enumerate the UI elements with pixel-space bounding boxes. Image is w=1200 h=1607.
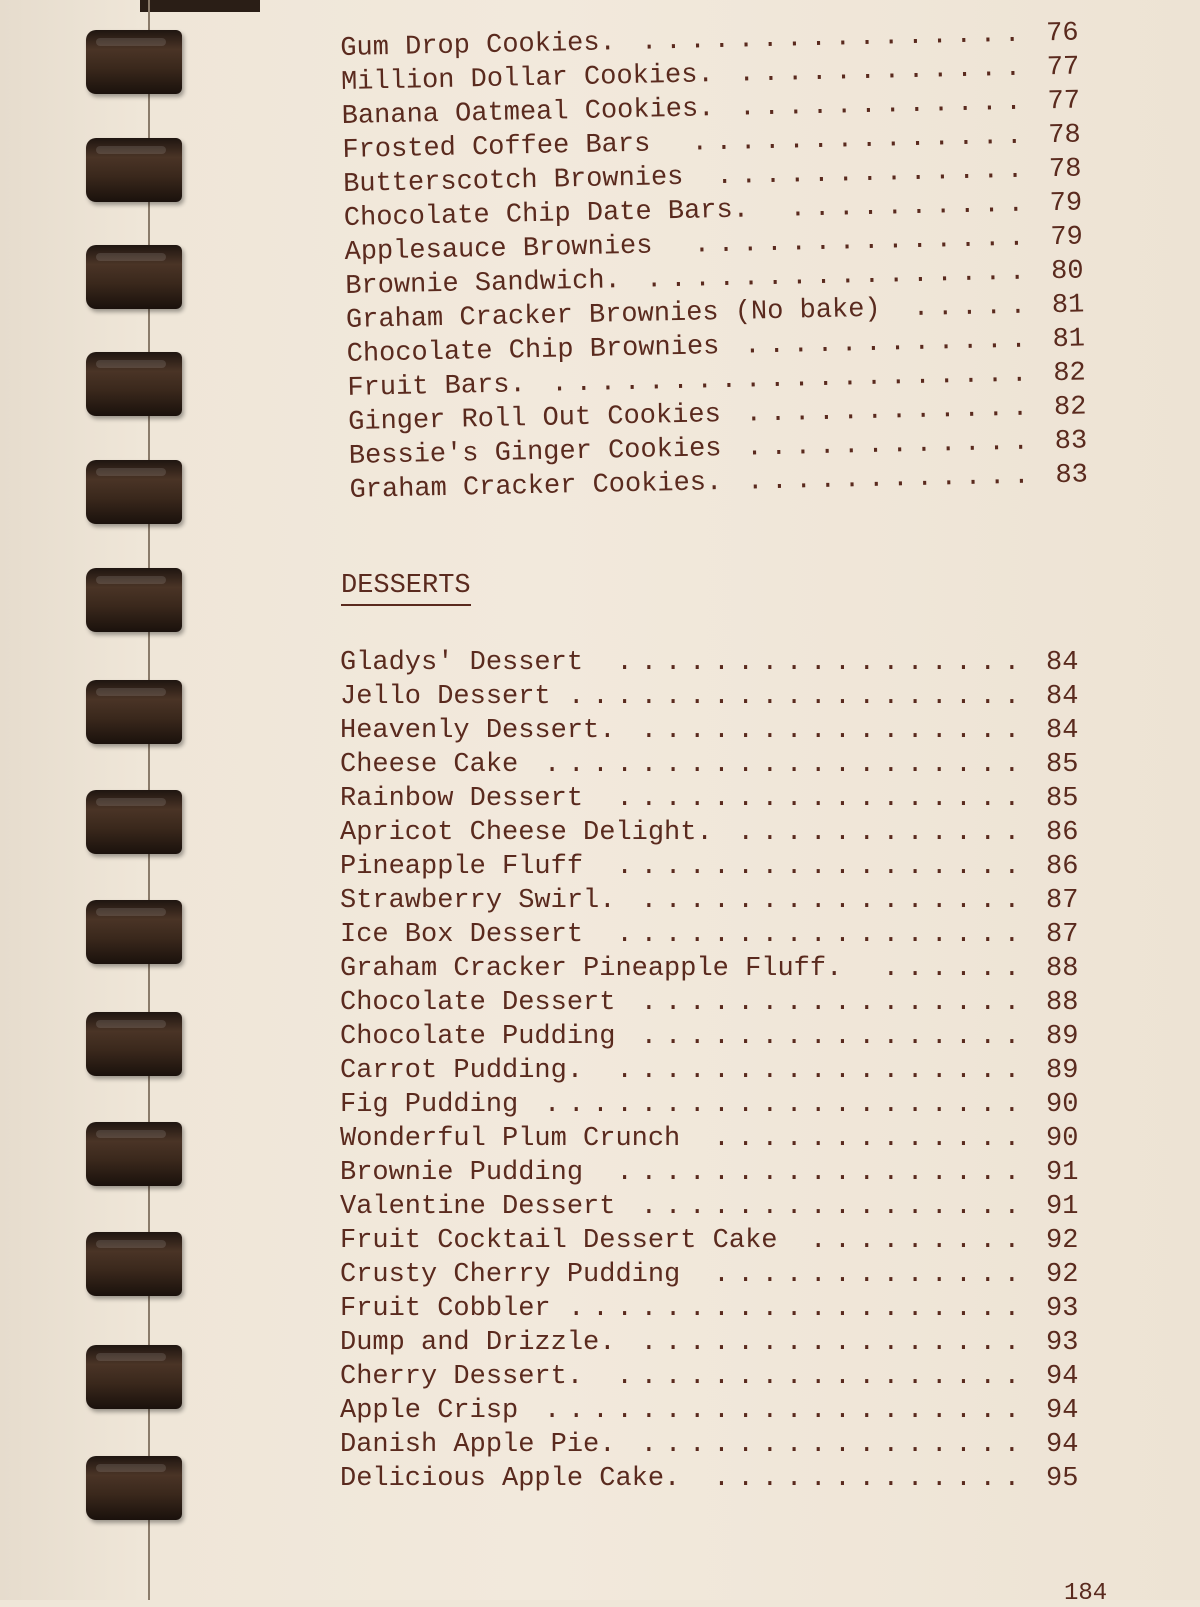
dot-leader: ................. [616, 920, 1028, 950]
toc-entry [340, 1054, 1120, 1088]
dot-leader: ................ [640, 988, 1028, 1018]
entry-title: Fruit Cobbler [340, 1294, 551, 1324]
binding-ring [86, 138, 182, 202]
dot-leader: ................ [640, 716, 1028, 746]
entry-title: Strawberry Swirl. [340, 886, 616, 916]
entry-title: Fruit Bars. [347, 370, 526, 404]
entry-page-number: 88 [1046, 954, 1079, 984]
toc-entry [340, 1156, 1120, 1190]
dot-leader: .................... [543, 750, 1028, 780]
entry-page-number: 83 [1055, 460, 1089, 492]
toc-entry [340, 1122, 1120, 1156]
binding-ring [86, 900, 182, 964]
entry-page-number: 93 [1046, 1328, 1079, 1358]
binding-ring [86, 680, 182, 744]
entry-page-number: 81 [1052, 324, 1086, 356]
dot-leader: ................ [640, 886, 1028, 916]
entry-page-number: 92 [1046, 1226, 1079, 1256]
dot-leader: ......... [810, 1226, 1028, 1256]
dot-leader: ............. [713, 1464, 1028, 1494]
entry-page-number: 94 [1046, 1396, 1079, 1426]
entry-page-number: 90 [1046, 1090, 1079, 1120]
dot-leader: ................. [616, 1158, 1028, 1188]
entry-title: Apricot Cheese Delight. [340, 818, 713, 848]
dot-leader: .......... [789, 189, 1033, 225]
entry-page-number: 80 [1050, 256, 1084, 288]
dot-leader: ............ [743, 325, 1035, 362]
entry-page-number: 87 [1046, 920, 1079, 950]
page-top-shadow [140, 0, 260, 12]
toc-entry [340, 850, 1120, 884]
entry-page-number: 89 [1046, 1022, 1079, 1052]
desserts-heading: DESSERTS [341, 568, 471, 606]
entry-page-number: 84 [1046, 648, 1079, 678]
entry-title: Carrot Pudding. [340, 1056, 584, 1086]
entry-title: Ginger Roll Out Cookies [347, 400, 722, 438]
entry-title: Graham Cracker Cookies. [349, 468, 723, 506]
toc-entry [340, 1428, 1120, 1462]
toc-entry [340, 1088, 1120, 1122]
dot-leader: ............ [746, 427, 1038, 464]
desserts-toc [340, 646, 1120, 1496]
toc-entry [340, 816, 1120, 850]
dot-leader: ............. [716, 155, 1032, 193]
dot-leader: ................ [640, 1192, 1028, 1222]
binding-ring [86, 1232, 182, 1296]
entry-page-number: 87 [1046, 886, 1079, 916]
entry-title: Pineapple Fluff [340, 852, 584, 882]
entry-page-number: 95 [1046, 1464, 1079, 1494]
toc-entry [340, 1020, 1120, 1054]
toc-entry [340, 1190, 1120, 1224]
toc-entry [340, 1258, 1120, 1292]
entry-title: Chocolate Dessert [340, 988, 616, 1018]
entry-page-number: 85 [1046, 784, 1079, 814]
dot-leader: .............. [693, 223, 1033, 261]
dot-leader: ................ [640, 19, 1029, 58]
entry-page-number: 92 [1046, 1260, 1079, 1290]
entry-title: Gladys' Dessert [340, 648, 584, 678]
toc-entry [340, 782, 1120, 816]
entry-title: Brownie Pudding [340, 1158, 584, 1188]
entry-title: Heavenly Dessert. [340, 716, 616, 746]
dot-leader: ............ [738, 53, 1030, 90]
entry-title: Apple Crisp [340, 1396, 519, 1426]
binding-ring [86, 1456, 182, 1520]
entry-page-number: 91 [1046, 1158, 1079, 1188]
dot-leader: ................. [616, 784, 1028, 814]
toc-entry [340, 1224, 1120, 1258]
dot-leader: ................. [616, 1362, 1028, 1392]
entry-title: Graham Cracker Pineapple Fluff. [340, 954, 843, 984]
dot-leader: ............ [738, 87, 1030, 124]
entry-page-number: 84 [1046, 716, 1079, 746]
entry-title: Fruit Cocktail Dessert Cake [340, 1226, 778, 1256]
binding-ring [86, 460, 182, 524]
binding-ring [86, 1012, 182, 1076]
entry-title: Valentine Dessert [340, 1192, 616, 1222]
entry-title: Butterscotch Brownies [342, 162, 684, 200]
dot-leader: .............. [691, 121, 1031, 159]
dot-leader: ................. [616, 1056, 1028, 1086]
entry-title: Cheese Cake [340, 750, 519, 780]
entry-page-number: 77 [1046, 52, 1080, 84]
entry-title: Dump and Drizzle. [340, 1328, 616, 1358]
entry-title: Bessie's Ginger Cookies [348, 434, 722, 472]
entry-title: Fig Pudding [340, 1090, 519, 1120]
toc-entry [340, 1462, 1120, 1496]
entry-title: Chocolate Chip Brownies [346, 332, 720, 370]
toc-entry [340, 680, 1120, 714]
entry-title: Delicious Apple Cake. [340, 1464, 681, 1494]
entry-page-number: 79 [1049, 188, 1083, 220]
cookies-toc [340, 16, 1130, 508]
entry-page-number: 88 [1046, 988, 1079, 1018]
entry-title: Applesauce Brownies [344, 231, 653, 268]
dot-leader: ................. [616, 852, 1028, 882]
entry-page-number: 85 [1046, 750, 1079, 780]
dot-leader: ................ [640, 1430, 1028, 1460]
binding-ring [86, 790, 182, 854]
toc-entry [340, 1360, 1120, 1394]
entry-title: Banana Oatmeal Cookies. [341, 94, 715, 132]
entry-page-number: 86 [1046, 852, 1079, 882]
entry-title: Gum Drop Cookies. [340, 28, 617, 64]
entry-page-number: 89 [1046, 1056, 1079, 1086]
entry-title: Wonderful Plum Crunch [340, 1124, 681, 1154]
entry-title: Graham Cracker Brownies (No bake) [345, 294, 881, 336]
entry-title: Cherry Dessert. [340, 1362, 584, 1392]
entry-page-number: 84 [1046, 682, 1079, 712]
toc-entry [340, 646, 1120, 680]
dot-leader: ................ [640, 1328, 1028, 1358]
entry-title: Million Dollar Cookies. [340, 60, 714, 98]
entry-page-number: 76 [1045, 18, 1079, 50]
dot-leader: .................... [543, 1396, 1028, 1426]
toc-entry [340, 986, 1120, 1020]
dot-leader: ............ [745, 393, 1037, 430]
entry-page-number: 77 [1047, 86, 1081, 118]
toc-entry [340, 1326, 1120, 1360]
dot-leader: .................... [543, 1090, 1028, 1120]
entry-title: Danish Apple Pie. [340, 1430, 616, 1460]
dot-leader: ............ [746, 461, 1038, 498]
entry-page-number: 86 [1046, 818, 1079, 848]
entry-page-number: 94 [1046, 1362, 1079, 1392]
entry-page-number: 90 [1046, 1124, 1079, 1154]
entry-page-number: 79 [1050, 222, 1084, 254]
entry-title: Chocolate Pudding [340, 1022, 616, 1052]
binding-ring [86, 352, 182, 416]
binding-ring [86, 1122, 182, 1186]
entry-title: Chocolate Chip Date Bars. [343, 195, 750, 234]
dot-leader: ................ [645, 257, 1034, 296]
toc-entry [340, 884, 1120, 918]
entry-title: Jello Dessert [340, 682, 551, 712]
entry-page-number: 82 [1053, 392, 1087, 424]
entry-title: Ice Box Dessert [340, 920, 584, 950]
dot-leader: ................... [568, 682, 1028, 712]
entry-page-number: 82 [1053, 358, 1087, 390]
dot-leader: ............ [737, 818, 1028, 848]
toc-entry [340, 1394, 1120, 1428]
dot-leader: ................. [616, 648, 1028, 678]
toc-entry [340, 714, 1120, 748]
binding-ring [86, 245, 182, 309]
dot-leader: ................ [640, 1022, 1028, 1052]
toc-entry [340, 918, 1120, 952]
binding-ring [86, 30, 182, 94]
entry-title: Rainbow Dessert [340, 784, 584, 814]
dot-leader: .................... [551, 359, 1036, 400]
toc-entry [340, 1292, 1120, 1326]
toc-entry [340, 748, 1120, 782]
entry-page-number: 93 [1046, 1294, 1079, 1324]
entry-page-number: 78 [1048, 154, 1082, 186]
toc-entry [340, 952, 1120, 986]
entry-page-number: 83 [1054, 426, 1088, 458]
entry-title: Frosted Coffee Bars [342, 129, 651, 166]
binding-ring [86, 568, 182, 632]
entry-title: Brownie Sandwich. [345, 266, 622, 302]
entry-page-number: 81 [1051, 290, 1085, 322]
entry-page-number: 91 [1046, 1192, 1079, 1222]
entry-page-number: 78 [1048, 120, 1082, 152]
dot-leader: ............. [713, 1260, 1028, 1290]
dot-leader: ..... [912, 291, 1035, 325]
page-number: 184 [1064, 1580, 1108, 1607]
entry-title: Crusty Cherry Pudding [340, 1260, 681, 1290]
entry-page-number: 94 [1046, 1430, 1079, 1460]
dot-leader: ................... [568, 1294, 1028, 1324]
dot-leader: ...... [882, 954, 1028, 984]
dot-leader: ............. [713, 1124, 1028, 1154]
binding-ring [86, 1345, 182, 1409]
